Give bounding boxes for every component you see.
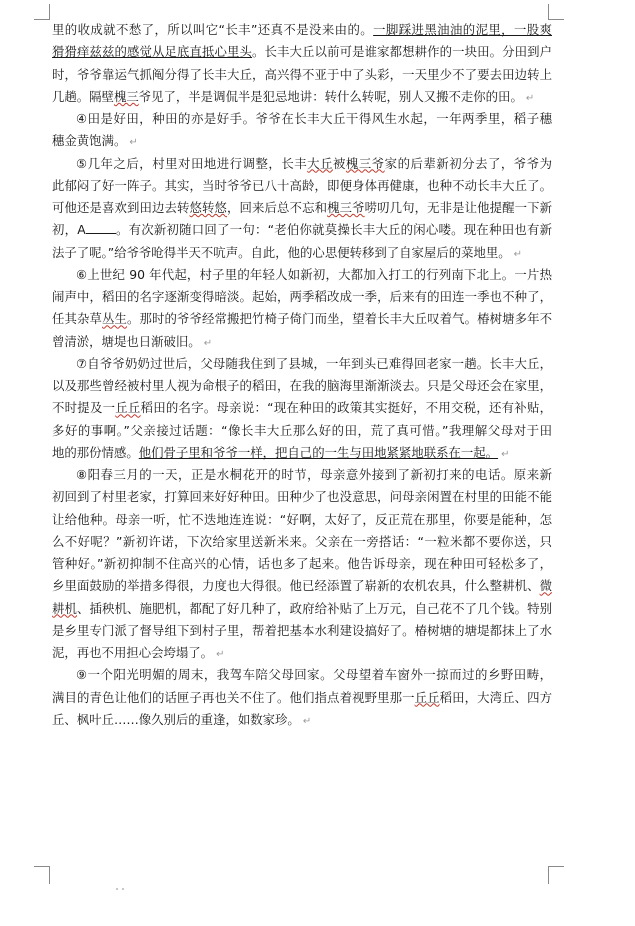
text-run: ⑤几年之后，村里对田地进行调整，长丰	[76, 155, 308, 171]
marked-text: 悠转悠	[189, 200, 228, 215]
text-line	[52, 711, 552, 731]
text-run: 此郁闷了好一阵子。其实，当时爷爷已八十高龄，即便身体再健康，也种不动长丰大丘了。	[52, 177, 552, 193]
text-line	[52, 43, 552, 61]
text-line	[52, 377, 552, 395]
text-line	[52, 177, 552, 195]
text-run: 初回到了村里老家，打算回来好好种田。田种少了也没意思，问母亲闲置在村里的田能不能	[52, 489, 552, 505]
text-run: 是乡里专门派了督导组下到村子里，帮着把基本水利建设搞好了。椿树塘的塘堤都抹上了水	[52, 622, 552, 638]
text-line	[52, 288, 552, 306]
text-run: 。长丰大丘以前可是谁家都想耕作的一块田。分田到户	[252, 44, 553, 60]
text-run: ⑥上世纪 90 年代起，村子里的年轻人如新初，大都加入打工的行列南下北上。一片热	[76, 266, 552, 282]
text-run: 、插秧机、施肥机，都配了好几种了，政府给补贴了上万元，自己花不了几个钱。特别	[77, 600, 553, 616]
text-run: 。那时的爷爷经常搬把竹椅子倚门而坐，望着长丰大丘叹着气。椿树塘多年不	[127, 311, 553, 327]
text-line	[52, 577, 552, 595]
answer-blank	[86, 221, 116, 234]
text-run: 闹声中，稻田的名字逐渐变得暗淡。起始，两季稻改成一季，后来有的田连一季也不种了，	[52, 289, 552, 304]
text-line	[52, 622, 552, 640]
paragraph-mark-icon: ↵	[501, 448, 510, 460]
text-run: 地的那份情感。	[52, 444, 139, 460]
text-run: 爷见了，半是调侃半是犯忌地讲：转什么转呢，别人又搬不走你的田。	[138, 88, 523, 104]
text-run: 曾清淤，塘堤也日渐破旧。	[52, 333, 201, 349]
text-run: 可他还是喜欢到田边去转	[52, 200, 190, 215]
paragraph-mark-icon: ↵	[203, 337, 213, 349]
marked-text: 槐三	[113, 88, 139, 104]
text-run: 里的收成就不愁了，所以叫它“长丰”还真不是没来由的。	[52, 22, 374, 37]
cursor-dot	[116, 888, 118, 890]
text-line	[52, 66, 552, 84]
text-run: 么不好呢？”新初许诺，下次给家里送新米来。父亲在一旁搭话：“一粒米都不要你送，只	[52, 533, 552, 549]
margin-corner-top-left	[34, 4, 50, 20]
text-line	[52, 600, 552, 618]
text-run: 。有次新初随口回了一句：“老伯你就莫操长丰大丘的闲心喽。现在种田也有新	[115, 222, 552, 238]
margin-corner-bottom-left	[34, 866, 50, 884]
text-line	[52, 488, 552, 506]
text-line	[52, 511, 552, 529]
text-run: 丘、枫叶丘……像久别后的重逢，如数家珍。	[52, 711, 300, 727]
text-run: 满目的青色让他们的话匣子再也关不住了。他们指点着视野里那一	[52, 689, 415, 705]
text-run: 不时提及一	[52, 400, 116, 416]
text-line	[52, 644, 552, 664]
paragraph-mark-icon: ↵	[302, 715, 312, 727]
text-line	[76, 355, 552, 373]
marked-text: 大丘	[307, 155, 333, 171]
text-run: 唠叨几句，无非是让他提醒一下新	[364, 200, 553, 215]
text-line	[52, 310, 552, 328]
text-run: 家的后辈新初分去了，爷爷为	[384, 155, 553, 171]
text-run: 泥，再也不用担心会垮塌了。	[52, 645, 214, 660]
text-line	[52, 244, 552, 264]
margin-corner-top-right	[548, 4, 564, 20]
text-line	[52, 399, 552, 417]
text-run: ⑧阳春三月的一天，正是水桐花开的时节，母亲意外接到了新初打来的电话。原来新	[76, 467, 552, 482]
text-run: 稻田的名字。母亲说：“现在种田的政策其实挺好，不用交税，还有补贴，	[140, 400, 552, 416]
marked-text: 槐三爷	[327, 200, 365, 215]
text-run: 法子了呢。”给爷爷呛得半天不吭声。自此，他的心思便转移到了自家屋后的菜地里。	[52, 244, 511, 260]
text-run: 穗金黄饱满。	[52, 133, 127, 149]
text-run: 让给他种。母亲一听，忙不迭地连连说：“好啊，太好了，反正荒在那里，你要是能种，怎	[52, 511, 552, 527]
text-run: 几趟。隔壁	[52, 88, 114, 104]
marked-text: 微	[539, 578, 552, 594]
marked-text: 一脚踩进黑油油的泥里，一股爽	[373, 22, 553, 37]
text-line	[76, 666, 552, 684]
text-line	[52, 21, 552, 39]
text-line	[52, 132, 552, 152]
text-run: 被	[333, 155, 346, 171]
text-line	[52, 444, 552, 464]
text-run: ④田是好田，种田的亦是好手。爷爷在长丰大丘干得风生水起，一年两季里，稻子穗	[76, 111, 552, 126]
text-run: ⑨一个阳光明媚的周末，我驾车陪父母回家。父母望着车窗外一掠而过的乡野田畴，	[76, 667, 552, 683]
text-line	[52, 555, 552, 573]
text-line	[76, 155, 552, 173]
text-line	[76, 466, 552, 484]
text-line	[52, 199, 552, 217]
text-run: 多好的事啊。”父亲接过话题：“像长丰大丘那么好的田，荒了真可惜。”我理解父母对于田	[52, 422, 552, 438]
text-line	[52, 88, 552, 108]
paragraph-mark-icon: ↵	[129, 137, 138, 149]
cursor-dot	[122, 888, 124, 890]
marked-text: 丘丘	[115, 400, 141, 416]
paragraph-mark-icon: ↵	[216, 649, 225, 660]
paragraph-mark-icon: ↵	[525, 92, 535, 104]
text-line	[52, 333, 552, 353]
text-line	[76, 266, 552, 284]
paragraph-mark-icon: ↵	[513, 248, 523, 260]
text-line	[52, 689, 552, 707]
text-run: 乡里面鼓励的举措多得很，力度也大得很。他已经添置了崭新的农机农具，什么整耕机、	[52, 578, 540, 594]
text-run: ⑦自爷爷奶奶过世后，父母随我住到了县城，一年到头已难得回老家一趟。长丰大丘，	[76, 355, 552, 371]
text-run: ，回来后总不忘和	[227, 200, 328, 215]
text-run: 时，爷爷靠运气抓阄分得了长丰大丘，高兴得不亚于中了头彩，一天里少不了要去田边转上	[52, 66, 552, 82]
marked-text: 丘丘	[414, 689, 440, 705]
marked-text: 丛生	[102, 311, 128, 327]
text-line	[52, 533, 552, 551]
text-run: 任其杂草	[52, 311, 103, 327]
marked-text: 猾猾痒兹兹的感觉从足底直抵心里头	[52, 44, 253, 60]
text-run: 稻田，大湾丘、四方	[439, 689, 553, 705]
text-line	[52, 221, 552, 239]
text-line	[76, 110, 552, 128]
margin-corner-bottom-right	[548, 866, 564, 884]
marked-text: 槐三爷	[345, 155, 385, 171]
text-line	[52, 422, 552, 440]
text-run: 初，A	[52, 222, 86, 238]
marked-text: 耕机	[52, 600, 78, 616]
text-run: 以及那些曾经被村里人视为命根子的稻田，在我的脑海里渐渐淡去。只是父母还会在家里，	[52, 378, 552, 393]
marked-text: 他们骨子里和爷爷一样，把自己的一生与田地紧紧地联系在一起。	[138, 444, 499, 460]
text-run: 管种好。”新初抑制不住高兴的心情，话也多了起来。他告诉母亲，现在种田可轻松多了，	[52, 556, 552, 571]
